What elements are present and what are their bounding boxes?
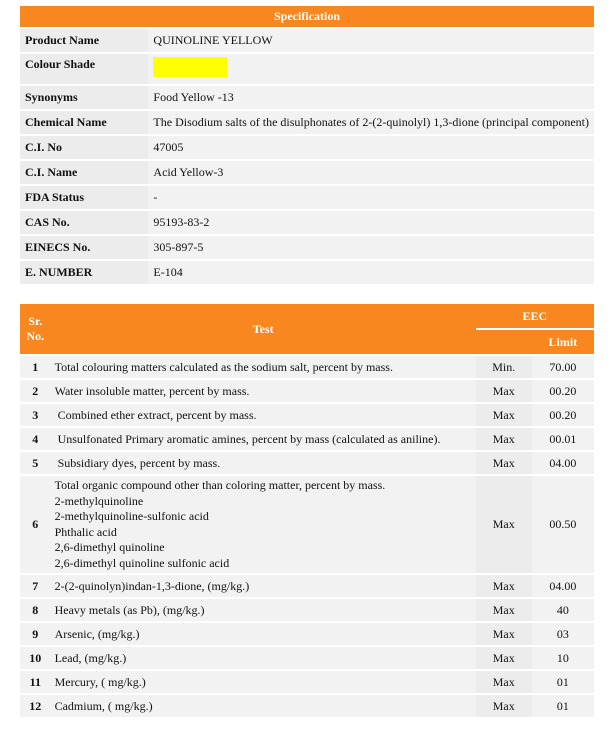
limit-value: 01 (532, 671, 594, 693)
spec-value-ci-name: Acid Yellow-3 (148, 161, 594, 184)
limit-value: 00.50 (532, 476, 594, 573)
test-line: 2,6-dimethyl quinoline sulfonic acid (54, 555, 230, 570)
test-name: Total colouring matters calculated as the sodium salt, percent by mass. (51, 356, 476, 378)
spec-key-synonyms: Synonyms (20, 86, 148, 109)
table-row (20, 671, 594, 693)
row-number: 11 (20, 671, 51, 693)
row-number: 4 (20, 428, 51, 450)
row-number: 2 (20, 380, 51, 402)
spec-key-e-number: E. NUMBER (20, 261, 148, 284)
limit-value: 03 (532, 623, 594, 645)
test-line: 2-methylquinoline-sulfonic acid (54, 509, 209, 523)
table-row (20, 476, 594, 573)
min-max: Max (476, 428, 532, 450)
test-name: Mercury, ( mg/kg.) (51, 671, 476, 693)
spec-key-einecs-no: EINECS No. (20, 236, 148, 259)
row-number: 6 (20, 476, 51, 573)
min-max: Max (476, 599, 532, 621)
row-number: 1 (20, 356, 51, 378)
table-row (20, 380, 594, 402)
test-name: Water insoluble matter, percent by mass. (51, 380, 476, 402)
eec-header: EEC (476, 304, 594, 328)
table-row (20, 356, 594, 378)
row-number: 8 (20, 599, 51, 621)
spec-value-synonyms: Food Yellow -13 (148, 86, 594, 109)
test-name (51, 476, 476, 573)
specification-table (20, 4, 594, 286)
spec-value-e-number: E-104 (148, 261, 594, 284)
test-name: Unsulfonated Primary aromatic amines, percent by mass (calculated as aniline). (51, 428, 476, 450)
spec-value-colour-shade (148, 54, 594, 84)
spec-key-ci-no: C.I. No (20, 136, 148, 159)
min-max: Max (476, 647, 532, 669)
limit-value: 40 (532, 599, 594, 621)
limit-value: 04.00 (532, 452, 594, 474)
test-name: Combined ether extract, percent by mass. (51, 404, 476, 426)
test-name: Arsenic, (mg/kg.) (51, 623, 476, 645)
min-max: Max (476, 476, 532, 573)
test-name: Cadmium, ( mg/kg.) (51, 695, 476, 717)
row-number: 9 (20, 623, 51, 645)
limit-value: 00.01 (532, 428, 594, 450)
row-number: 5 (20, 452, 51, 474)
min-max: Max (476, 452, 532, 474)
minmax-header (476, 330, 532, 354)
table-row (20, 575, 594, 597)
min-max: Max (476, 404, 532, 426)
limit-value: 10 (532, 647, 594, 669)
specification-header: Specification (20, 6, 594, 27)
test-name: Subsidiary dyes, percent by mass. (51, 452, 476, 474)
table-row (20, 599, 594, 621)
spec-value-fda-status: - (148, 186, 594, 209)
spec-key-cas-no: CAS No. (20, 211, 148, 234)
row-number: 3 (20, 404, 51, 426)
min-max: Max (476, 671, 532, 693)
table-row (20, 623, 594, 645)
limit-header: Limit (532, 330, 594, 354)
spec-value-einecs-no: 305-897-5 (148, 236, 594, 259)
table-row (20, 695, 594, 717)
test-line: 2-methylquinoline (54, 493, 144, 508)
colour-swatch (153, 57, 227, 77)
test-name: Lead, (mg/kg.) (51, 647, 476, 669)
test-header: Test (51, 304, 476, 354)
test-line: 2,6-dimethyl quinoline (54, 540, 165, 554)
limit-value: 04.00 (532, 575, 594, 597)
table-row (20, 452, 594, 474)
min-max: Max (476, 623, 532, 645)
spec-value-chemical-name: The Disodium salts of the disulphonates of 2-(2-quinolyl) 1,3-dione (principal component) (148, 111, 594, 134)
sr-no-header: Sr. No. (20, 304, 51, 354)
min-max: Max (476, 695, 532, 717)
test-name: Heavy metals (as Pb), (mg/kg.) (51, 599, 476, 621)
min-max: Min. (476, 356, 532, 378)
spec-key-product-name: Product Name (20, 29, 148, 52)
test-line: Phthalic acid (54, 524, 117, 539)
spec-key-ci-name: C.I. Name (20, 161, 148, 184)
limit-value: 70.00 (532, 356, 594, 378)
row-number: 10 (20, 647, 51, 669)
spec-value-product-name: QUINOLINE YELLOW (148, 29, 594, 52)
row-number: 7 (20, 575, 51, 597)
spec-key-fda-status: FDA Status (20, 186, 148, 209)
test-limits-table (20, 302, 594, 719)
table-row (20, 428, 594, 450)
test-line: Total organic compound other than coloring matter, percent by mass. (54, 478, 386, 492)
min-max: Max (476, 380, 532, 402)
spec-key-colour-shade: Colour Shade (20, 54, 148, 84)
test-name: 2-(2-quinolyn)indan-1,3-dione, (mg/kg.) (51, 575, 476, 597)
table-row (20, 404, 594, 426)
spec-value-ci-no: 47005 (148, 136, 594, 159)
limit-value: 00.20 (532, 380, 594, 402)
limit-value: 01 (532, 695, 594, 717)
limit-value: 00.20 (532, 404, 594, 426)
spec-key-chemical-name: Chemical Name (20, 111, 148, 134)
table-row (20, 647, 594, 669)
min-max: Max (476, 575, 532, 597)
spec-value-cas-no: 95193-83-2 (148, 211, 594, 234)
row-number: 12 (20, 695, 51, 717)
